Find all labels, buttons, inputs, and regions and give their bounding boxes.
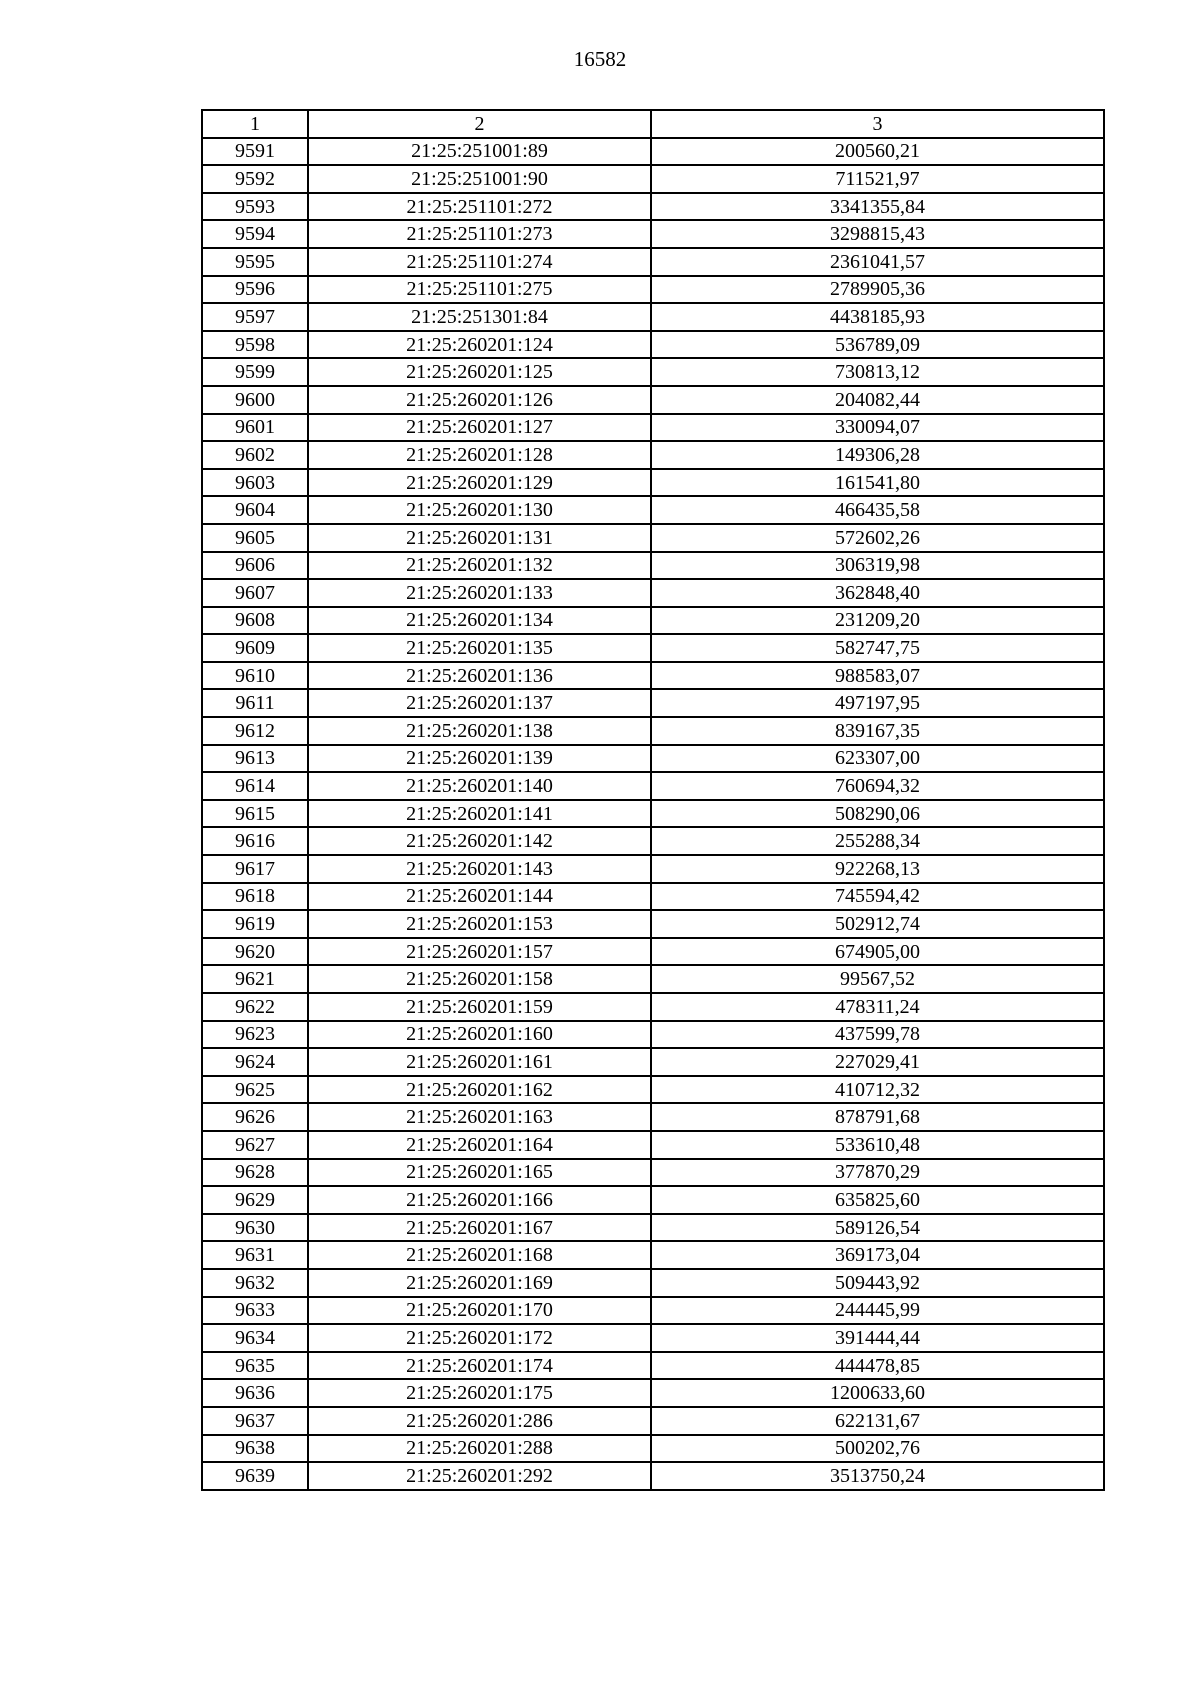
cadastral-number-cell: 21:25:260201:292 bbox=[308, 1462, 651, 1490]
table-row bbox=[202, 358, 1104, 386]
cadastral-number-cell: 21:25:260201:165 bbox=[308, 1159, 651, 1187]
cadastral-number-cell: 21:25:251101:274 bbox=[308, 248, 651, 276]
table-row bbox=[202, 469, 1104, 497]
table-row bbox=[202, 1241, 1104, 1269]
table-row bbox=[202, 579, 1104, 607]
cadastral-number-cell: 21:25:260201:143 bbox=[308, 855, 651, 883]
row-number-cell: 9628 bbox=[202, 1159, 308, 1187]
cadastral-number-cell: 21:25:260201:126 bbox=[308, 386, 651, 414]
table-row bbox=[202, 1186, 1104, 1214]
table-row bbox=[202, 772, 1104, 800]
table-row bbox=[202, 745, 1104, 773]
cadastral-number-cell: 21:25:260201:159 bbox=[308, 993, 651, 1021]
table-row bbox=[202, 965, 1104, 993]
value-cell: 760694,32 bbox=[651, 772, 1104, 800]
row-number-cell: 9627 bbox=[202, 1131, 308, 1159]
value-cell: 391444,44 bbox=[651, 1324, 1104, 1352]
value-cell: 437599,78 bbox=[651, 1021, 1104, 1049]
value-cell: 204082,44 bbox=[651, 386, 1104, 414]
table-row bbox=[202, 662, 1104, 690]
table-row bbox=[202, 138, 1104, 166]
row-number-cell: 9614 bbox=[202, 772, 308, 800]
cadastral-number-cell: 21:25:260201:133 bbox=[308, 579, 651, 607]
row-number-cell: 9602 bbox=[202, 441, 308, 469]
value-cell: 330094,07 bbox=[651, 414, 1104, 442]
table-row bbox=[202, 910, 1104, 938]
cadastral-number-cell: 21:25:260201:129 bbox=[308, 469, 651, 497]
value-cell: 4438185,93 bbox=[651, 303, 1104, 331]
value-cell: 227029,41 bbox=[651, 1048, 1104, 1076]
cadastral-number-cell: 21:25:260201:153 bbox=[308, 910, 651, 938]
value-cell: 536789,09 bbox=[651, 331, 1104, 359]
row-number-cell: 9594 bbox=[202, 220, 308, 248]
value-cell: 502912,74 bbox=[651, 910, 1104, 938]
cadastral-number-cell: 21:25:260201:137 bbox=[308, 689, 651, 717]
value-cell: 3341355,84 bbox=[651, 193, 1104, 221]
row-number-cell: 9601 bbox=[202, 414, 308, 442]
cadastral-number-cell: 21:25:260201:167 bbox=[308, 1214, 651, 1242]
value-cell: 533610,48 bbox=[651, 1131, 1104, 1159]
row-number-cell: 9635 bbox=[202, 1352, 308, 1380]
value-cell: 497197,95 bbox=[651, 689, 1104, 717]
cadastral-number-cell: 21:25:260201:139 bbox=[308, 745, 651, 773]
value-cell: 582747,75 bbox=[651, 634, 1104, 662]
table-row bbox=[202, 827, 1104, 855]
table-row bbox=[202, 276, 1104, 304]
header-col-2: 2 bbox=[308, 110, 651, 138]
table-row bbox=[202, 331, 1104, 359]
value-cell: 478311,24 bbox=[651, 993, 1104, 1021]
value-cell: 3298815,43 bbox=[651, 220, 1104, 248]
row-number-cell: 9639 bbox=[202, 1462, 308, 1490]
table-row bbox=[202, 303, 1104, 331]
page-number: 16582 bbox=[573, 47, 627, 71]
row-number-cell: 9606 bbox=[202, 552, 308, 580]
table-row bbox=[202, 1131, 1104, 1159]
header-row bbox=[202, 110, 1104, 138]
row-number-cell: 9593 bbox=[202, 193, 308, 221]
value-cell: 922268,13 bbox=[651, 855, 1104, 883]
table-row bbox=[202, 1435, 1104, 1463]
data-table bbox=[201, 109, 1105, 1491]
row-number-cell: 9598 bbox=[202, 331, 308, 359]
table-row bbox=[202, 496, 1104, 524]
row-number-cell: 9638 bbox=[202, 1435, 308, 1463]
row-number-cell: 9626 bbox=[202, 1103, 308, 1131]
value-cell: 589126,54 bbox=[651, 1214, 1104, 1242]
row-number-cell: 9616 bbox=[202, 827, 308, 855]
table-row bbox=[202, 1076, 1104, 1104]
row-number-cell: 9609 bbox=[202, 634, 308, 662]
cadastral-number-cell: 21:25:260201:136 bbox=[308, 662, 651, 690]
row-number-cell: 9620 bbox=[202, 938, 308, 966]
row-number-cell: 9622 bbox=[202, 993, 308, 1021]
row-number-cell: 9625 bbox=[202, 1076, 308, 1104]
value-cell: 306319,98 bbox=[651, 552, 1104, 580]
row-number-cell: 9619 bbox=[202, 910, 308, 938]
table-header bbox=[202, 110, 1104, 138]
value-cell: 1200633,60 bbox=[651, 1379, 1104, 1407]
value-cell: 572602,26 bbox=[651, 524, 1104, 552]
row-number-cell: 9621 bbox=[202, 965, 308, 993]
row-number-cell: 9596 bbox=[202, 276, 308, 304]
cadastral-number-cell: 21:25:251301:84 bbox=[308, 303, 651, 331]
table-row bbox=[202, 1462, 1104, 1490]
row-number-cell: 9623 bbox=[202, 1021, 308, 1049]
cadastral-number-cell: 21:25:260201:161 bbox=[308, 1048, 651, 1076]
table-row bbox=[202, 441, 1104, 469]
cadastral-number-cell: 21:25:260201:160 bbox=[308, 1021, 651, 1049]
row-number-cell: 9612 bbox=[202, 717, 308, 745]
cadastral-number-cell: 21:25:260201:134 bbox=[308, 607, 651, 635]
row-number-cell: 9607 bbox=[202, 579, 308, 607]
row-number-cell: 9604 bbox=[202, 496, 308, 524]
row-number-cell: 9595 bbox=[202, 248, 308, 276]
cadastral-number-cell: 21:25:260201:140 bbox=[308, 772, 651, 800]
cadastral-number-cell: 21:25:251001:89 bbox=[308, 138, 651, 166]
table-row bbox=[202, 1269, 1104, 1297]
value-cell: 200560,21 bbox=[651, 138, 1104, 166]
table-row bbox=[202, 993, 1104, 1021]
row-number-cell: 9608 bbox=[202, 607, 308, 635]
value-cell: 410712,32 bbox=[651, 1076, 1104, 1104]
cadastral-number-cell: 21:25:260201:125 bbox=[308, 358, 651, 386]
cadastral-number-cell: 21:25:260201:141 bbox=[308, 800, 651, 828]
row-number-cell: 9603 bbox=[202, 469, 308, 497]
table-row bbox=[202, 1048, 1104, 1076]
value-cell: 244445,99 bbox=[651, 1297, 1104, 1325]
row-number-cell: 9599 bbox=[202, 358, 308, 386]
value-cell: 161541,80 bbox=[651, 469, 1104, 497]
cadastral-number-cell: 21:25:251101:272 bbox=[308, 193, 651, 221]
row-number-cell: 9637 bbox=[202, 1407, 308, 1435]
value-cell: 3513750,24 bbox=[651, 1462, 1104, 1490]
table-row bbox=[202, 248, 1104, 276]
value-cell: 377870,29 bbox=[651, 1159, 1104, 1187]
table-row bbox=[202, 414, 1104, 442]
table-row bbox=[202, 938, 1104, 966]
row-number-cell: 9630 bbox=[202, 1214, 308, 1242]
value-cell: 623307,00 bbox=[651, 745, 1104, 773]
value-cell: 231209,20 bbox=[651, 607, 1104, 635]
value-cell: 711521,97 bbox=[651, 165, 1104, 193]
row-number-cell: 9592 bbox=[202, 165, 308, 193]
value-cell: 878791,68 bbox=[651, 1103, 1104, 1131]
cadastral-number-cell: 21:25:260201:132 bbox=[308, 552, 651, 580]
table-row bbox=[202, 1021, 1104, 1049]
cadastral-number-cell: 21:25:260201:174 bbox=[308, 1352, 651, 1380]
value-cell: 369173,04 bbox=[651, 1241, 1104, 1269]
row-number-cell: 9610 bbox=[202, 662, 308, 690]
value-cell: 255288,34 bbox=[651, 827, 1104, 855]
cadastral-number-cell: 21:25:251101:273 bbox=[308, 220, 651, 248]
value-cell: 745594,42 bbox=[651, 883, 1104, 911]
cadastral-number-cell: 21:25:260201:131 bbox=[308, 524, 651, 552]
table-body bbox=[202, 138, 1104, 1490]
value-cell: 2789905,36 bbox=[651, 276, 1104, 304]
table-row bbox=[202, 386, 1104, 414]
cadastral-number-cell: 21:25:260201:168 bbox=[308, 1241, 651, 1269]
cadastral-number-cell: 21:25:260201:162 bbox=[308, 1076, 651, 1104]
table-row bbox=[202, 607, 1104, 635]
row-number-cell: 9618 bbox=[202, 883, 308, 911]
cadastral-number-cell: 21:25:260201:127 bbox=[308, 414, 651, 442]
cadastral-number-cell: 21:25:260201:169 bbox=[308, 1269, 651, 1297]
cadastral-number-cell: 21:25:260201:128 bbox=[308, 441, 651, 469]
cadastral-number-cell: 21:25:260201:142 bbox=[308, 827, 651, 855]
table-row bbox=[202, 1379, 1104, 1407]
cadastral-number-cell: 21:25:260201:288 bbox=[308, 1435, 651, 1463]
cadastral-number-cell: 21:25:260201:164 bbox=[308, 1131, 651, 1159]
value-cell: 362848,40 bbox=[651, 579, 1104, 607]
table-row bbox=[202, 1214, 1104, 1242]
value-cell: 500202,76 bbox=[651, 1435, 1104, 1463]
cadastral-number-cell: 21:25:260201:170 bbox=[308, 1297, 651, 1325]
table-row bbox=[202, 1103, 1104, 1131]
row-number-cell: 9591 bbox=[202, 138, 308, 166]
row-number-cell: 9636 bbox=[202, 1379, 308, 1407]
row-number-cell: 9617 bbox=[202, 855, 308, 883]
table-row bbox=[202, 1159, 1104, 1187]
table-row bbox=[202, 552, 1104, 580]
value-cell: 839167,35 bbox=[651, 717, 1104, 745]
cadastral-number-cell: 21:25:260201:175 bbox=[308, 1379, 651, 1407]
value-cell: 149306,28 bbox=[651, 441, 1104, 469]
value-cell: 2361041,57 bbox=[651, 248, 1104, 276]
cadastral-number-cell: 21:25:260201:172 bbox=[308, 1324, 651, 1352]
value-cell: 508290,06 bbox=[651, 800, 1104, 828]
row-number-cell: 9631 bbox=[202, 1241, 308, 1269]
table-row bbox=[202, 220, 1104, 248]
table-row bbox=[202, 1324, 1104, 1352]
row-number-cell: 9633 bbox=[202, 1297, 308, 1325]
row-number-cell: 9600 bbox=[202, 386, 308, 414]
table-row bbox=[202, 1352, 1104, 1380]
value-cell: 674905,00 bbox=[651, 938, 1104, 966]
cadastral-number-cell: 21:25:251101:275 bbox=[308, 276, 651, 304]
cadastral-number-cell: 21:25:260201:157 bbox=[308, 938, 651, 966]
row-number-cell: 9629 bbox=[202, 1186, 308, 1214]
value-cell: 635825,60 bbox=[651, 1186, 1104, 1214]
header-col-3: 3 bbox=[651, 110, 1104, 138]
table-row bbox=[202, 717, 1104, 745]
table-row bbox=[202, 883, 1104, 911]
value-cell: 99567,52 bbox=[651, 965, 1104, 993]
table-row bbox=[202, 634, 1104, 662]
cadastral-number-cell: 21:25:260201:158 bbox=[308, 965, 651, 993]
table-row bbox=[202, 800, 1104, 828]
value-cell: 730813,12 bbox=[651, 358, 1104, 386]
cadastral-number-cell: 21:25:260201:135 bbox=[308, 634, 651, 662]
cadastral-number-cell: 21:25:260201:286 bbox=[308, 1407, 651, 1435]
cadastral-number-cell: 21:25:260201:138 bbox=[308, 717, 651, 745]
table-row bbox=[202, 193, 1104, 221]
row-number-cell: 9605 bbox=[202, 524, 308, 552]
table-row bbox=[202, 1407, 1104, 1435]
row-number-cell: 9615 bbox=[202, 800, 308, 828]
table-row bbox=[202, 1297, 1104, 1325]
value-cell: 622131,67 bbox=[651, 1407, 1104, 1435]
table-row bbox=[202, 855, 1104, 883]
row-number-cell: 9632 bbox=[202, 1269, 308, 1297]
cadastral-number-cell: 21:25:260201:124 bbox=[308, 331, 651, 359]
value-cell: 466435,58 bbox=[651, 496, 1104, 524]
row-number-cell: 9613 bbox=[202, 745, 308, 773]
cadastral-number-cell: 21:25:260201:144 bbox=[308, 883, 651, 911]
cadastral-number-cell: 21:25:260201:163 bbox=[308, 1103, 651, 1131]
cadastral-number-cell: 21:25:260201:130 bbox=[308, 496, 651, 524]
value-cell: 509443,92 bbox=[651, 1269, 1104, 1297]
row-number-cell: 9634 bbox=[202, 1324, 308, 1352]
table-row bbox=[202, 689, 1104, 717]
value-cell: 444478,85 bbox=[651, 1352, 1104, 1380]
cadastral-number-cell: 21:25:260201:166 bbox=[308, 1186, 651, 1214]
table-row bbox=[202, 165, 1104, 193]
header-col-1: 1 bbox=[202, 110, 308, 138]
value-cell: 988583,07 bbox=[651, 662, 1104, 690]
row-number-cell: 9597 bbox=[202, 303, 308, 331]
table-row bbox=[202, 524, 1104, 552]
row-number-cell: 9624 bbox=[202, 1048, 308, 1076]
cadastral-number-cell: 21:25:251001:90 bbox=[308, 165, 651, 193]
row-number-cell: 9611 bbox=[202, 689, 308, 717]
